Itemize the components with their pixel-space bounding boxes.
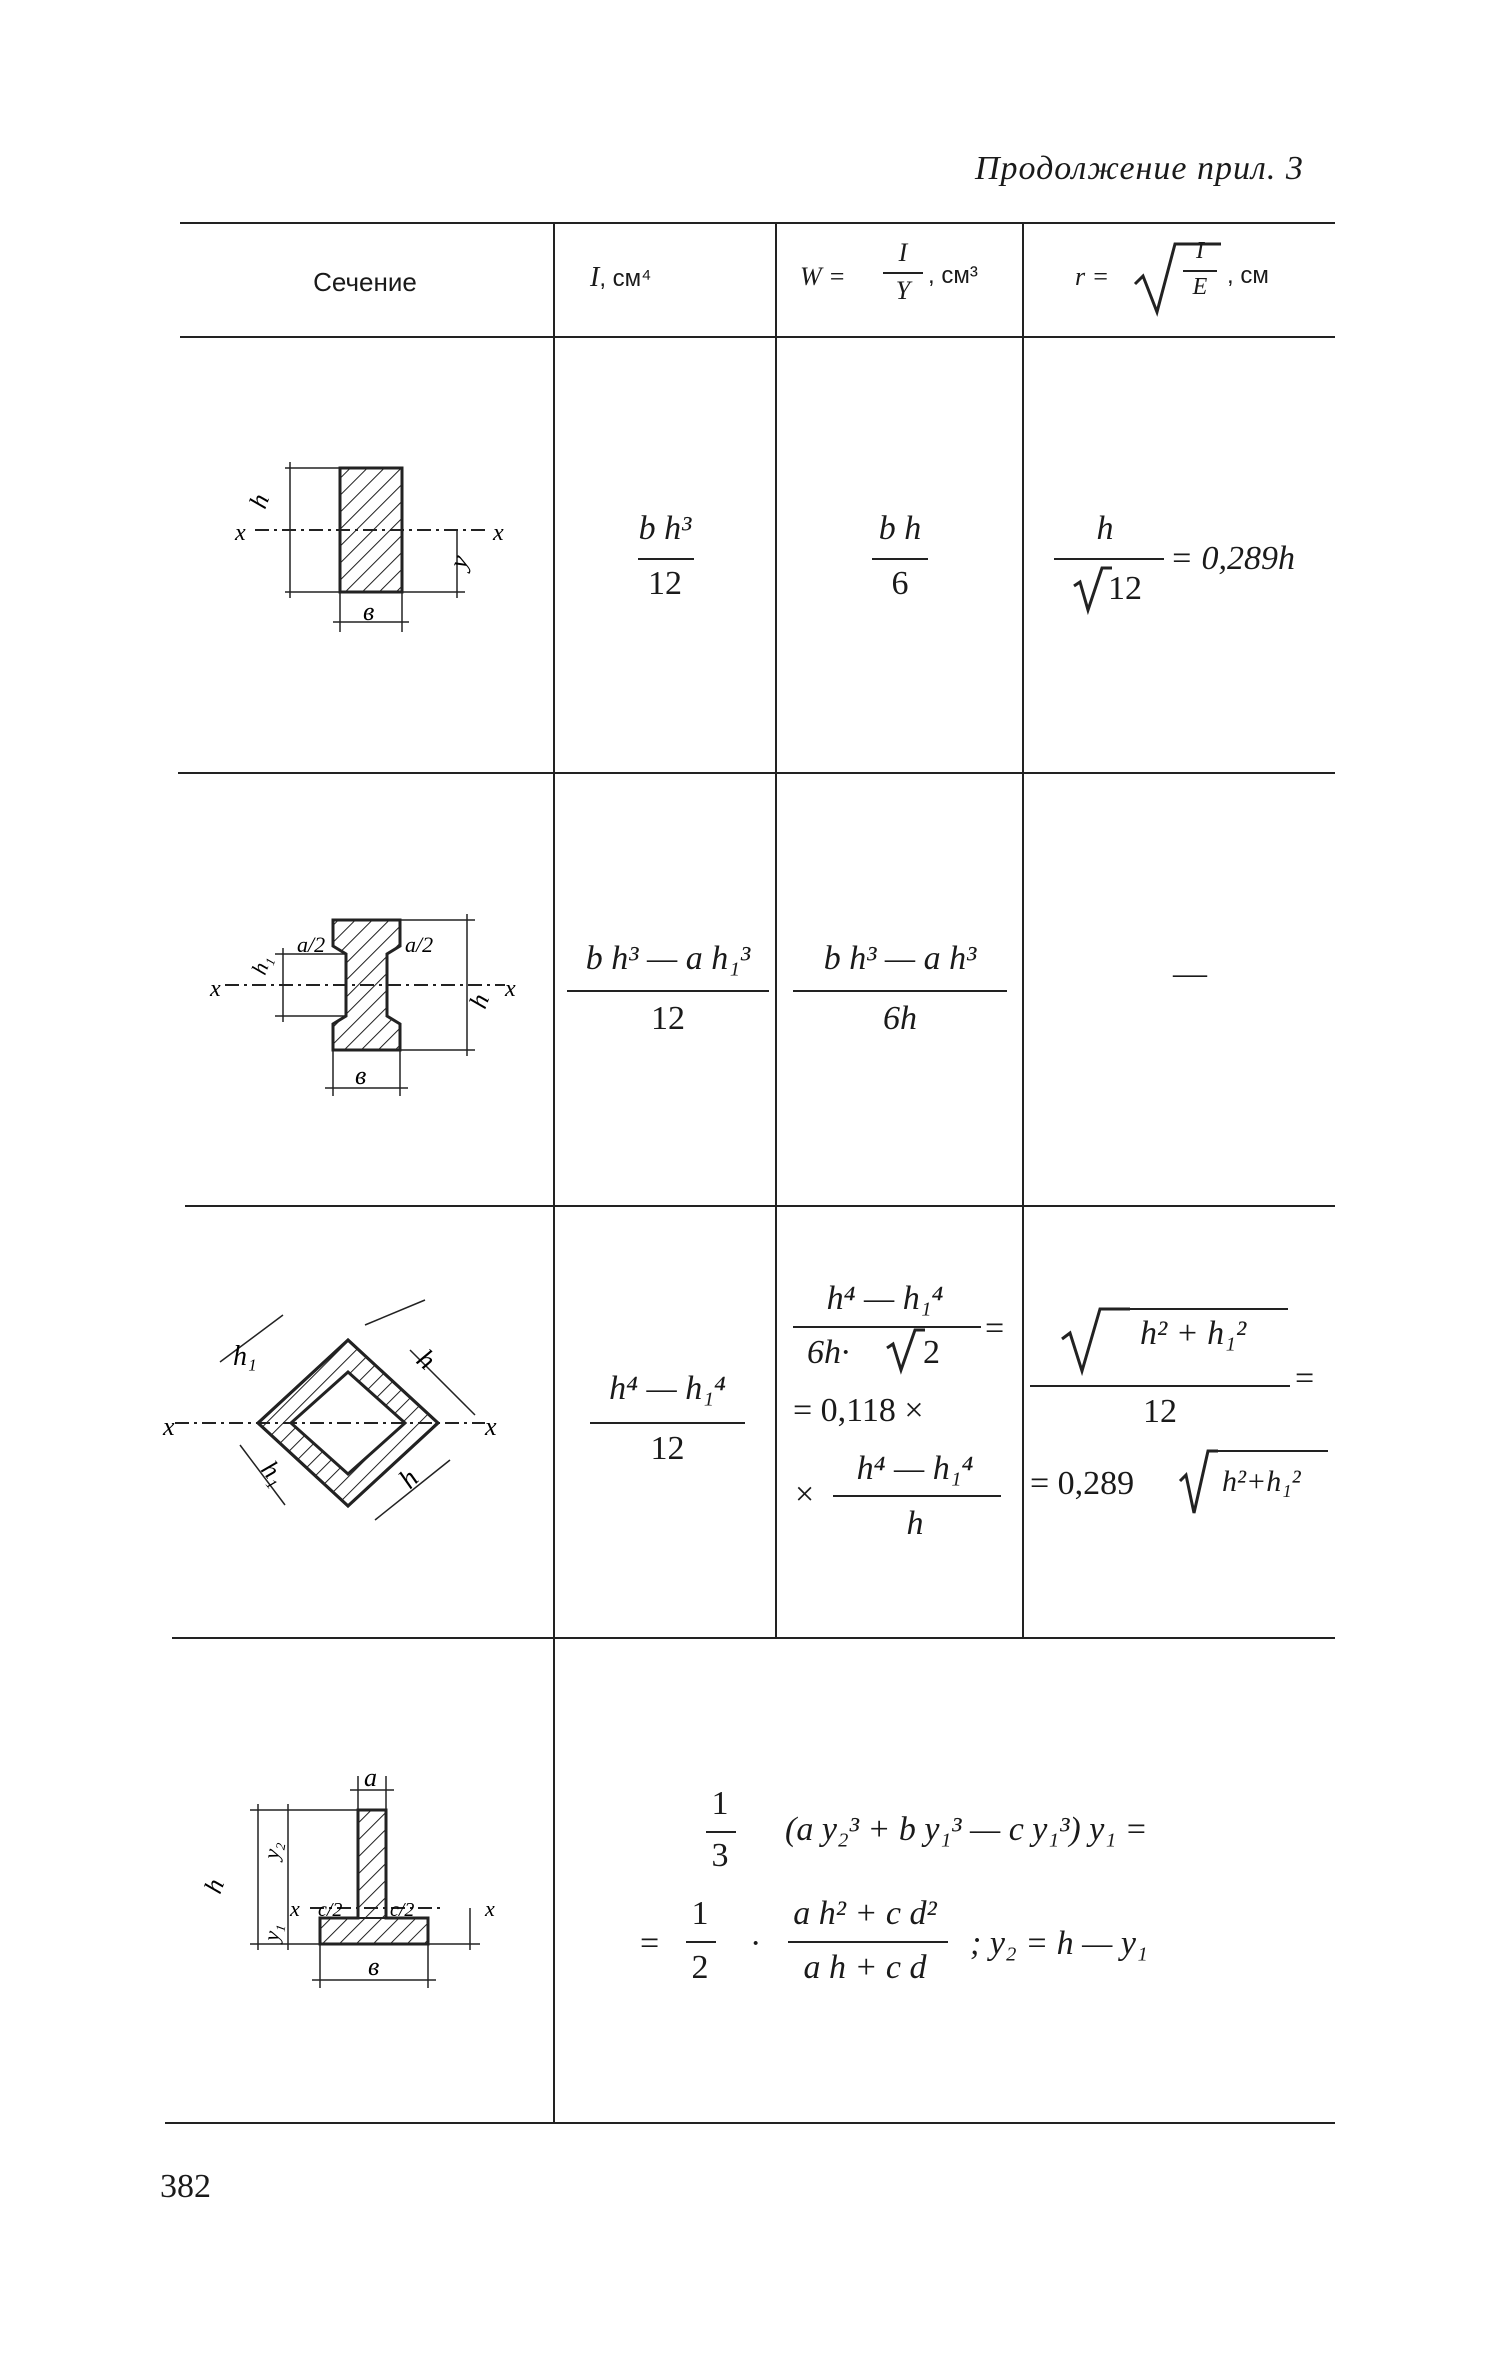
page-number: 382	[160, 2168, 211, 2205]
header-radius-of-gyration: r = I E , см	[1075, 232, 1335, 332]
axis-label-x-right: x	[485, 1896, 495, 1921]
axis-label-x-left: x	[290, 1896, 300, 1921]
dim-label-b: в	[355, 1061, 367, 1090]
axis-label-x-left: x	[210, 976, 221, 1002]
dim-label-h: h	[243, 489, 276, 513]
dim-label-y: y	[443, 551, 475, 573]
dim-label-y1: y₁	[258, 1921, 286, 1943]
col-divider-1	[553, 222, 555, 2122]
row3-radius-of-gyration: h² + h₁² = 12 = 0,289 h²+h₁²	[1030, 1305, 1335, 1555]
dim-label-h1-top: h₁	[233, 1341, 257, 1372]
axis-label-x-right: x	[493, 520, 504, 546]
row1-radius-of-gyration: h 12 = 0,289h	[1050, 510, 1340, 620]
dim-label-y2: y₂	[258, 1839, 286, 1861]
row1-moment-of-inertia: b h³ 12	[600, 510, 730, 610]
dim-label-c-half-right: c/2	[390, 1899, 415, 1921]
hollow-square-section-diagram	[165, 1320, 545, 1540]
header-section-modulus: W = I Y , см³	[800, 238, 978, 305]
header-section: Сечение	[313, 267, 417, 297]
dim-label-h1-bottom: h₁	[255, 1455, 292, 1491]
rectangle-section-diagram	[225, 440, 545, 640]
row4-formula-line2: = 1 2 · a h² + c d² a h + c d ; y₂ = h — y₁	[640, 1895, 1148, 1986]
row3-moment-of-inertia: h⁴ — h₁⁴ 12	[575, 1370, 760, 1480]
table-top-rule	[180, 222, 1335, 224]
dim-label-h1: h₁	[246, 951, 277, 978]
row2-moment-of-inertia: b h³ — a h₁³ 12	[563, 940, 773, 1050]
table-bottom-rule	[165, 2122, 1335, 2124]
dim-label-a-half-right: a/2	[405, 932, 434, 957]
header-moment-of-inertia: I, см⁴	[590, 262, 652, 293]
radical-sign-icon	[885, 1326, 925, 1374]
dim-label-b: в	[363, 597, 375, 626]
axis-label-x-left: x	[235, 520, 246, 546]
dim-label-b: в	[368, 1952, 380, 1981]
row1-bottom-rule	[178, 772, 1335, 774]
dim-label-h-bottom: h	[393, 1463, 425, 1495]
dim-label-c-half-left: c/2	[318, 1899, 343, 1921]
radical-sign-icon	[1178, 1447, 1218, 1517]
dim-label-h: h	[463, 989, 496, 1013]
radical-sign-icon	[1072, 564, 1112, 614]
radical-sign-icon	[1060, 1305, 1130, 1375]
row2-radius-of-gyration: —	[1173, 955, 1207, 992]
dim-label-h-top: h	[410, 1343, 442, 1377]
row4-formula-line1: 1 3 (a y₂³ + b y₁³ — c y₁³) y₁ =	[700, 1785, 1220, 1895]
row3-section-modulus: h⁴ — h₁⁴ = 6h· 2 = 0,118 × h⁴ — h₁⁴ × h	[793, 1280, 1005, 1542]
row1-section-modulus: b h 6	[840, 510, 960, 610]
dim-label-a-half-left: a/2	[297, 932, 326, 957]
t-section-diagram	[190, 1763, 540, 2020]
continuation-caption: Продолжение прил. 3	[975, 150, 1304, 187]
row2-section-modulus: b h³ — a h³ 6h	[785, 940, 1015, 1050]
dim-label-a: a	[364, 1763, 377, 1792]
col-divider-2	[775, 222, 777, 1637]
col-divider-3	[1022, 222, 1024, 1637]
axis-label-x-right: x	[505, 976, 516, 1002]
row3-bottom-rule	[172, 1637, 1335, 1639]
i-beam-section-diagram	[205, 900, 545, 1100]
axis-label-x-left: x	[163, 1412, 175, 1441]
row2-bottom-rule	[185, 1205, 1335, 1207]
header-bottom-rule	[180, 336, 1335, 338]
axis-label-x-right: x	[485, 1412, 497, 1441]
dim-label-h: h	[198, 1874, 231, 1898]
